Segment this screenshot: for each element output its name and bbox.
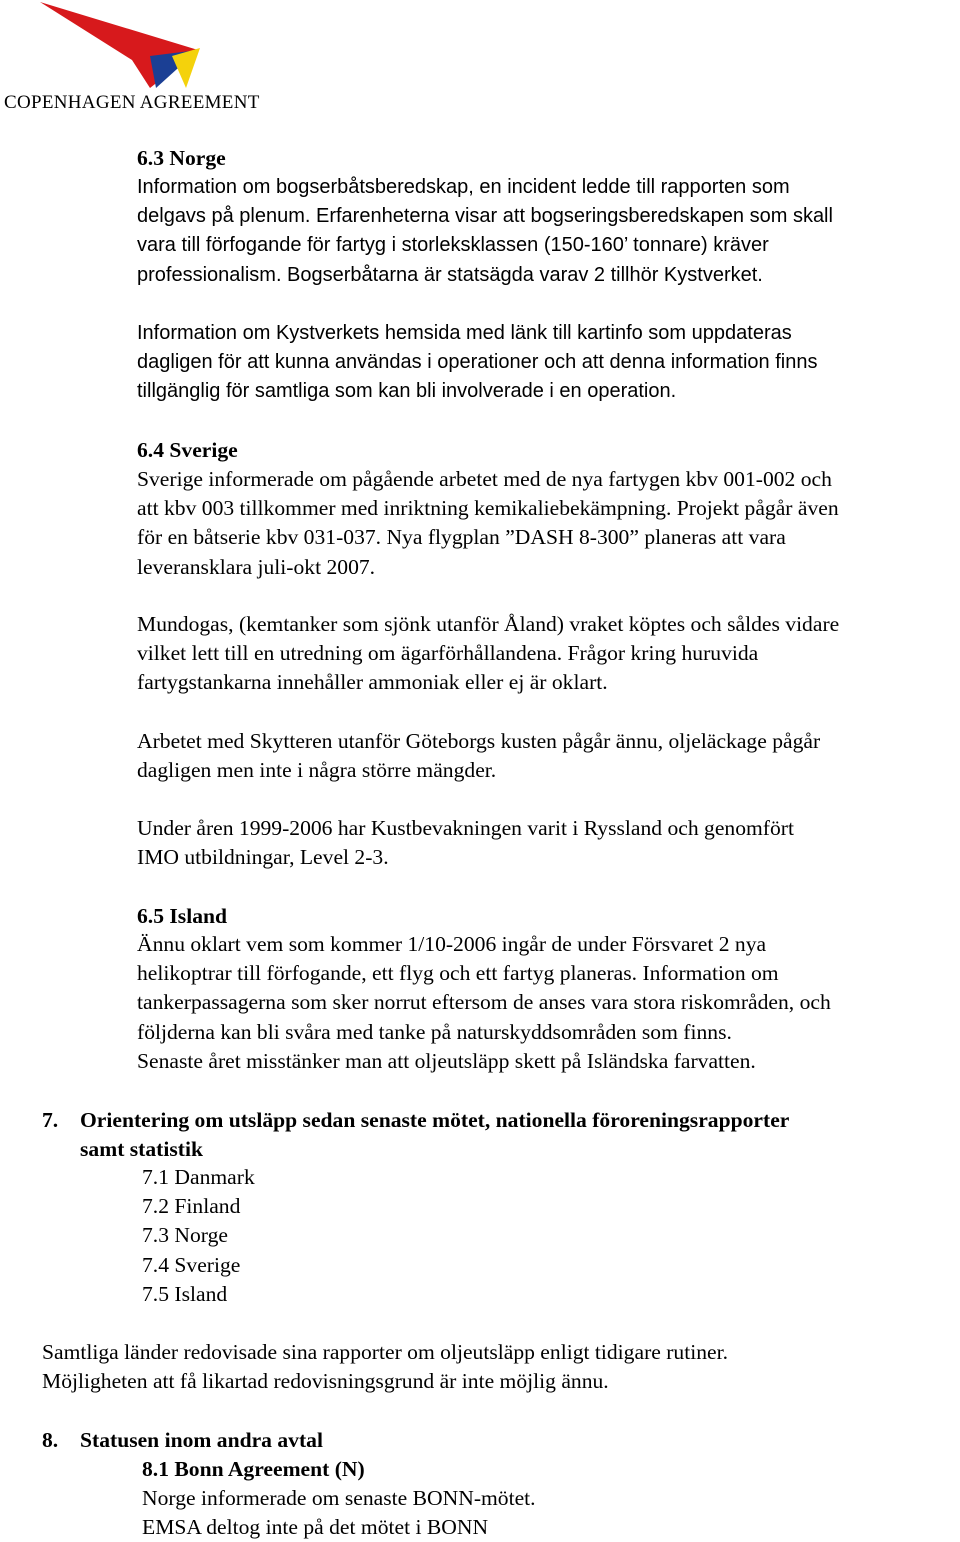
section-8-title: Statusen inom andra avtal bbox=[80, 1428, 323, 1452]
section-7-items bbox=[142, 1163, 255, 1309]
section-8-1-text bbox=[142, 1484, 536, 1542]
section-6-4-paragraph-3 bbox=[137, 727, 820, 785]
section-6-4-paragraph-2 bbox=[137, 610, 839, 698]
text-line: följderna kan bli svåra med tanke på naturskyddsområden som finns. bbox=[137, 1019, 732, 1044]
section-7-paragraph bbox=[42, 1338, 728, 1396]
text-line: att kbv 003 tillkommer med inriktning kemikaliebekämpning. Projekt pågår även bbox=[137, 496, 839, 521]
section-6-5-paragraph bbox=[137, 930, 831, 1076]
logo-red-swoosh bbox=[40, 2, 198, 88]
section-6-3-paragraph-2 bbox=[137, 319, 817, 407]
text-line: för en båtserie kbv 031-037. Nya flygplan ”DASH 8-300” planeras att vara bbox=[137, 525, 786, 550]
text-line: dagligen för att kunna användas i operationer och att denna information finns bbox=[137, 351, 818, 374]
text-line: Information om bogserbåtsberedskap, en incident ledde till rapporten som bbox=[137, 176, 790, 198]
text-line: EMSA deltog inte på det mötet i BONN bbox=[142, 1515, 489, 1540]
text-line: Norge informerade om senaste BONN-mötet. bbox=[142, 1486, 536, 1510]
text-line: Mundogas, (kemtanker som sjönk utanför Åland) vraket köptes och såldes vidare bbox=[137, 612, 840, 636]
text-line: Samtliga länder redovisade sina rapporter om oljeutsläpp enligt tidigare rutiner. bbox=[42, 1340, 729, 1364]
text-line: professionalism. Bogserbåtarna är statsägda varav 2 tillhör Kystverket. bbox=[137, 263, 763, 286]
section-7-title bbox=[80, 1106, 789, 1164]
text-line: IMO utbildningar, Level 2-3. bbox=[137, 845, 389, 870]
section-7-number: 7. bbox=[42, 1108, 59, 1132]
text-line: Arbetet med Skytteren utanför Göteborgs kusten pågår ännu, oljeläckage pågår bbox=[137, 729, 821, 753]
section-6-4-paragraph-1 bbox=[137, 465, 839, 582]
text-line: Möjligheten att få likartad redovisningsgrund är inte möjlig ännu. bbox=[42, 1369, 609, 1394]
text-line: vilket lett till en utredning om ägarförhållandena. Frågor kring huruvida bbox=[137, 641, 759, 666]
section-6-5-heading: 6.5 Island bbox=[137, 904, 228, 928]
text-line: tankerpassagerna som sker norrut eftersom de anses vara stora riskområden, och bbox=[137, 990, 831, 1015]
section-8-number: 8. bbox=[42, 1428, 59, 1452]
text-line: Ännu oklart vem som kommer 1/10-2006 ingår de under Försvaret 2 nya bbox=[137, 932, 767, 956]
logo-emblem-icon bbox=[0, 0, 300, 92]
section-6-4-paragraph-4 bbox=[137, 814, 794, 872]
section-6-4-heading: 6.4 Sverige bbox=[137, 438, 238, 462]
logo-text: COPENHAGEN AGREEMENT bbox=[4, 92, 260, 113]
text-line: Under åren 1999-2006 har Kustbevakningen varit i Ryssland och genomfört bbox=[137, 816, 794, 840]
copenhagen-agreement-logo bbox=[0, 0, 300, 118]
text-line: Senaste året misstänker man att oljeutsläpp skett på Isländska farvatten. bbox=[137, 1048, 756, 1073]
section-6-3-paragraph-1 bbox=[137, 173, 833, 290]
section-8-1-heading: 8.1 Bonn Agreement (N) bbox=[142, 1457, 365, 1481]
list-item: 7.3 Norge bbox=[142, 1223, 228, 1248]
list-item: 7.2 Finland bbox=[142, 1194, 241, 1219]
list-item: 7.5 Island bbox=[142, 1281, 228, 1306]
list-item: 7.1 Danmark bbox=[142, 1165, 255, 1189]
text-line: tillgänglig för samtliga som kan bli involverade i en operation. bbox=[137, 380, 677, 403]
title-line: Orientering om utsläpp sedan senaste mötet, nationella föroreningsrapporter bbox=[80, 1108, 790, 1132]
section-6-3-heading: 6.3 Norge bbox=[137, 146, 226, 170]
text-line: delgavs på plenum. Erfarenheterna visar att bogseringsberedskapen som skall bbox=[137, 205, 833, 228]
text-line: vara till förfogande för fartyg i storleksklassen (150-160’ tonnare) kräver bbox=[137, 234, 769, 257]
text-line: Information om Kystverkets hemsida med länk till kartinfo som uppdateras bbox=[137, 322, 792, 344]
text-line: Sverige informerade om pågående arbetet med de nya fartygen kbv 001-002 och bbox=[137, 467, 832, 491]
list-item: 7.4 Sverige bbox=[142, 1252, 241, 1277]
text-line: leveransklara juli-okt 2007. bbox=[137, 554, 376, 579]
text-line: fartygstankarna innehåller ammoniak eller ej är oklart. bbox=[137, 670, 608, 695]
text-line: dagligen men inte i några större mängder. bbox=[137, 758, 497, 783]
text-line: helikoptrar till förfogande, ett flyg och ett fartyg planeras. Information om bbox=[137, 961, 779, 986]
title-line: samt statistik bbox=[80, 1137, 203, 1162]
